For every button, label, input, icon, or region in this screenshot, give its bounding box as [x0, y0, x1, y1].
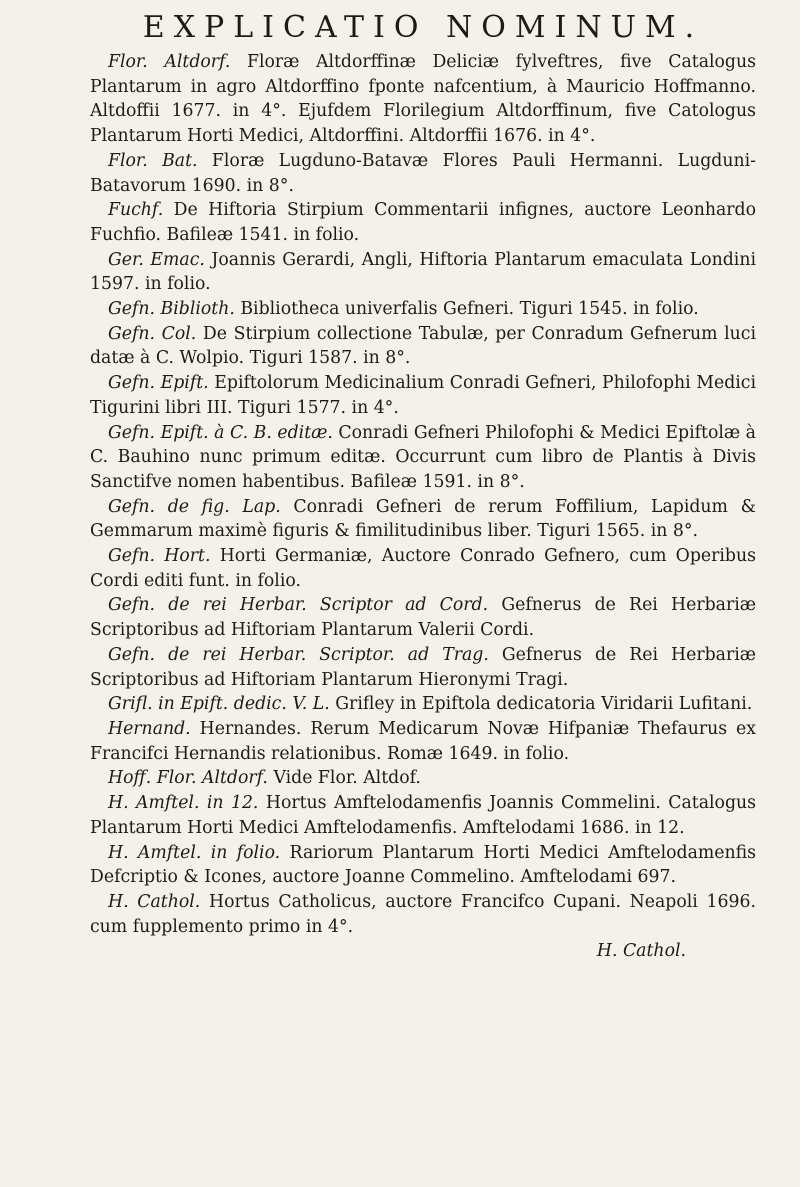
entry-abbreviation: Gefn. de fig. Lap. — [108, 496, 281, 517]
entry-abbreviation: Hernand. — [108, 718, 191, 739]
entry-text: Epiftolorum Medicinalium Conradi Gefneri, Philofophi Medici Tigurini libri III. Tiguri 1577. in 4°. — [90, 373, 756, 418]
bibliography-entry — [90, 841, 756, 890]
entry-text: Bibliotheca univerfalis Gefneri. Tiguri 1545. in folio. — [240, 299, 699, 320]
entry-text: Gefnerus de Rei Herbariæ Scriptoribus ad Hiftoriam Plantarum Valerii Cordi. — [90, 595, 756, 641]
entry-abbreviation: H. Cathol. — [108, 891, 201, 912]
entry-abbreviation: Gefn. Hort. — [108, 546, 211, 567]
catchword: H. Cathol. — [596, 941, 686, 962]
entry-text: De Stirpium collectione Tabulæ, per Conradum Gefnerum luci datæ à C. Wolpio. Tiguri 1587. in 8°. — [90, 323, 756, 369]
bibliography-entry — [90, 692, 756, 717]
bibliography-entry — [90, 717, 756, 766]
entry-text: Conradi Gefneri Philofophi & Medici Epiftolæ à C. Bauhino nunc primum editæ. Occurrunt cum libro de Plantis à Divis Sanctifve nomen habentibus. Bafileæ 1591. in 8°. — [90, 422, 756, 492]
entry-abbreviation: Gefn. de rei Herbar. Scriptor. ad Trag. — [108, 644, 489, 665]
bibliography-entry — [90, 297, 756, 322]
entry-abbreviation: Gefn. de rei Herbar. Scriptor ad Cord. — [108, 595, 489, 616]
entry-abbreviation: Gefn. Epift. — [108, 373, 209, 394]
bibliography-entry — [90, 322, 756, 371]
entry-text: Horti Germaniæ, Auctore Conrado Gefnero, cum Operibus Cordi editi funt. in folio. — [90, 546, 756, 591]
bibliography-entry — [90, 50, 756, 149]
entry-abbreviation: Flor. Bat. — [108, 150, 198, 171]
bibliography-entry — [90, 371, 756, 420]
bibliography-entry — [90, 149, 756, 198]
bibliography-entry — [90, 791, 756, 840]
bibliography-entry — [90, 421, 756, 495]
entry-text: Floræ Lugduno-Batavæ Flores Pauli Hermanni. Lugduni-Batavorum 1690. in 8°. — [90, 150, 756, 196]
entry-abbreviation: Ger. Emac. — [108, 249, 205, 270]
entry-list — [90, 50, 756, 939]
bibliography-entry — [90, 544, 756, 593]
bibliography-entry — [90, 198, 756, 247]
entry-text: Vide Flor. Altdof. — [273, 768, 421, 789]
entry-abbreviation: Hoff. Flor. Altdorf. — [108, 768, 268, 789]
entry-abbreviation: Grifl. in Epift. dedic. V. L. — [108, 694, 330, 715]
entry-abbreviation: Flor. Altdorf. — [108, 52, 231, 72]
entry-text: Hortus Catholicus, auctore Francifco Cupani. Neapoli 1696. cum fupplemento primo in 4°. — [90, 891, 756, 937]
entry-text: Grifley in Epiftola dedicatoria Viridarii Lufitani. — [335, 694, 753, 715]
entry-text: Hortus Amftelodamenfis Joannis Commelini. Catalogus Plantarum Horti Medici Amftelodamenfis. Amftelodami 1686. in 12. — [90, 793, 757, 838]
entry-text: Rariorum Plantarum Horti Medici Amftelodamenfis Defcriptio & Icones, auctore Joanne Commelino. Amftelodami 697. — [90, 842, 757, 888]
entry-text: De Hiftoria Stirpium Commentarii infignes, auctore Leonhardo Fuchfio. Bafileæ 1541. in folio. — [90, 200, 757, 245]
bibliography-entry — [90, 593, 756, 642]
entry-text: Gefnerus de Rei Herbariæ Scriptoribus ad Hiftoriam Plantarum Hieronymi Tragi. — [90, 644, 756, 690]
entry-abbreviation: H. Amftel. in folio. — [108, 842, 281, 863]
entry-abbreviation: Gefn. Biblioth. — [108, 299, 235, 320]
bibliography-entry — [90, 766, 756, 791]
bibliography-entry — [90, 248, 756, 297]
entry-abbreviation: Gefn. Col. — [108, 323, 197, 344]
entry-text: Joannis Gerardi, Angli, Hiftoria Plantarum emaculata Londini 1597. in folio. — [90, 249, 756, 295]
page-header: EXPLICATIO NOMINUM. — [142, 10, 704, 45]
bibliography-entry — [90, 643, 756, 692]
entry-abbreviation: Fuchf. — [108, 200, 164, 221]
entry-text: Hernandes. Rerum Medicarum Novæ Hifpaniæ Thefaurus ex Francifci Hernandis relationibus. Romæ 1649. in folio. — [90, 718, 756, 764]
bibliography-entry — [90, 495, 756, 544]
entry-abbreviation: Gefn. Epift. à C. B. editæ. — [108, 422, 333, 443]
entry-abbreviation: H. Amftel. in 12. — [108, 793, 259, 814]
entry-text: Floræ Altdorffinæ Deliciæ fylveftres, five Catalogus Plantarum in agro Altdorffino fponte nafcentium, à Mauricio Hoffmanno. Altdoffii 1677. in 4°. Ejufdem Florilegium Altdorffinum, five Catologus Plantarum Horti Medici, Altdorffini. Altdorffii 1676. in 4°. — [90, 52, 756, 147]
entry-text: Conradi Gefneri de rerum Foffilium, Lapidum & Gemmarum maximè figuris & fimilitudinibus liber. Tiguri 1565. in 8°. — [90, 496, 756, 542]
bibliography-entry — [90, 890, 756, 939]
